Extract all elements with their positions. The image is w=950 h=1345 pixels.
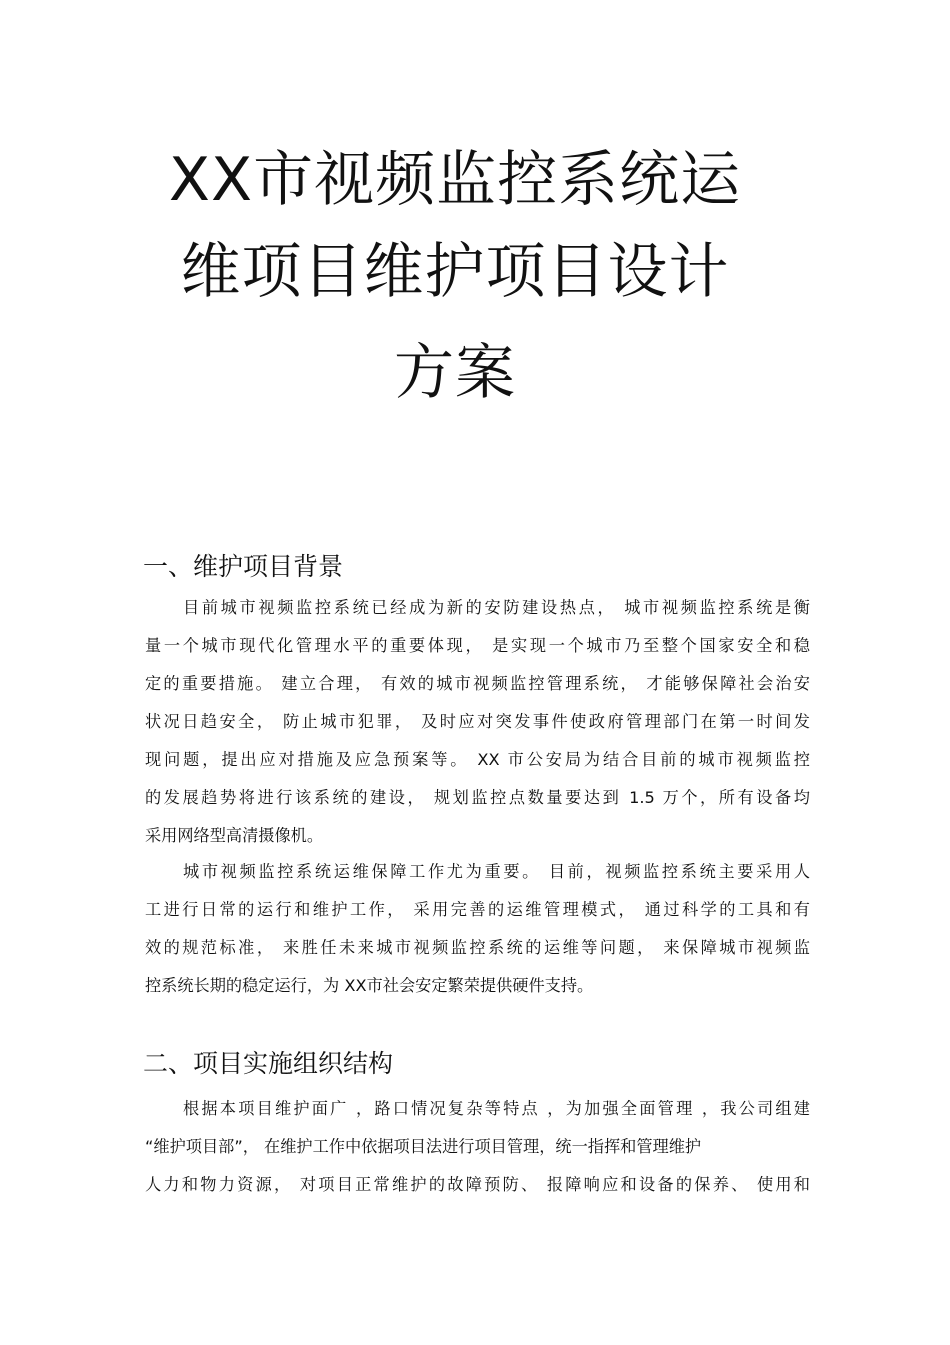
paragraph-line: 现问题，提出应对措施及应急预案等。 XX 市公安局为结合目前的城市视频监控	[145, 750, 810, 769]
document-title-line-2: 维项目维护项目设计	[180, 237, 730, 307]
section-heading-background: 一、维护项目背景	[143, 552, 344, 581]
paragraph-line: 采用网络型高清摄像机。	[145, 826, 324, 845]
paragraph-line: “维护项目部”， 在维护工作中依据项目法进行项目管理，统一指挥和管理维护	[145, 1137, 702, 1156]
paragraph-line: 效的规范标准， 来胜任未来城市视频监控系统的运维等问题， 来保障城市视频监	[145, 938, 810, 957]
document-title-line-3: 方案	[394, 338, 516, 408]
paragraph-line: 目前城市视频监控系统已经成为新的安防建设热点， 城市视频监控系统是衡	[183, 598, 810, 617]
paragraph-line: 根据本项目维护面广 ，路口情况复杂等特点 ，为加强全面管理 ，我公司组建	[183, 1099, 810, 1118]
paragraph-line: 的发展趋势将进行该系统的建设， 规划监控点数量要达到 1.5 万个，所有设备均	[145, 788, 810, 807]
paragraph-line: 状况日趋安全， 防止城市犯罪， 及时应对突发事件使政府管理部门在第一时间发	[145, 712, 810, 731]
section-heading-organization: 二、项目实施组织结构	[143, 1049, 394, 1078]
paragraph-line: 人力和物力资源， 对项目正常维护的故障预防、 报障响应和设备的保养、 使用和	[145, 1175, 810, 1194]
paragraph-line: 量一个城市现代化管理水平的重要体现， 是实现一个城市乃至整个国家安全和稳	[145, 636, 810, 655]
document-title-line-1: XX市视频监控系统运	[168, 145, 742, 215]
paragraph-line: 控系统长期的稳定运行，为 XX市社会安定繁荣提供硬件支持。	[145, 976, 594, 995]
paragraph-line: 工进行日常的运行和维护工作， 采用完善的运维管理模式， 通过科学的工具和有	[145, 900, 810, 919]
paragraph-line: 城市视频监控系统运维保障工作尤为重要。 目前，视频监控系统主要采用人	[183, 862, 810, 881]
paragraph-line: 定的重要措施。 建立合理， 有效的城市视频监控管理系统， 才能够保障社会治安	[145, 674, 810, 693]
